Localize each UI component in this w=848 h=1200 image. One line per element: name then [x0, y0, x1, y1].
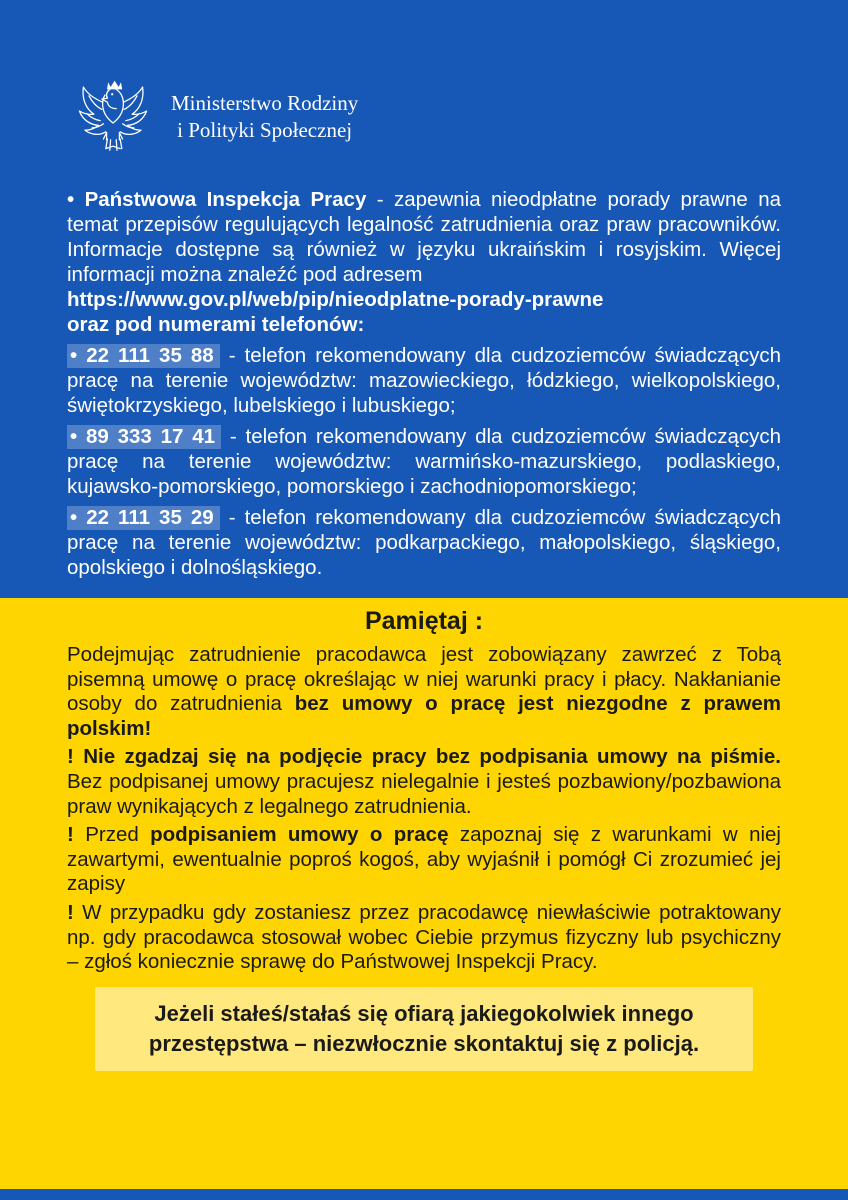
ministry-name	[171, 90, 358, 145]
remember-heading: Pamiętaj :	[364, 607, 484, 635]
exclamation-mark: !	[67, 823, 74, 847]
bottom-blue-strip	[0, 1189, 848, 1200]
info-paragraph-2	[67, 745, 781, 819]
pip-url-link[interactable]: https://www.gov.pl/web/pip/nieodplatne-porady-prawne	[67, 288, 604, 311]
pip-intro-paragraph	[67, 187, 781, 312]
blue-section	[0, 0, 848, 598]
phone-number-badge-1: • 22 111 35 88	[67, 344, 220, 368]
phone-desc-3: - telefon rekomendowany dla cudzoziemców świadczących pracę na terenie województw: podkarpackiego, małopolskiego, śląskiego, opolskiego i dolnośląskiego.	[67, 506, 781, 579]
bold-emphasis: podpisaniem umowy o pracę	[150, 823, 449, 847]
paragraph-text: Przed	[73, 823, 151, 847]
yellow-section	[0, 598, 848, 1189]
paragraph-text: zapoznaj się z warunkami w niej zawartymi, ewentualnie poproś kogoś, aby wyjaśnił i pomógł Ci zrozumieć jej zapisy	[67, 823, 781, 896]
phone-number-badge-3: • 22 111 35 29	[67, 506, 220, 530]
phone-number-badge-2: • 89 333 17 41	[67, 425, 221, 449]
phone-entry-1	[67, 343, 781, 418]
phone-desc-1: - telefon rekomendowany dla cudzoziemców świadczących pracę na terenie województw: mazowieckiego, łódzkiego, wielkopolskiego, świętokrzyskiego, lubelskiego i lubuskiego;	[67, 344, 781, 417]
info-paragraph-4	[67, 901, 781, 975]
paragraph-text: W przypadku gdy zostaniesz przez pracodawcę niewłaściwie potraktowany np. gdy pracodawca stosował wobec Ciebie przymus fizyczny lub psychiczny – zgłoś koniecznie sprawę do Państwowej Inspekcji Pracy.	[67, 900, 781, 974]
phone-entry-2	[67, 424, 781, 499]
ministry-name-line1: Ministerstwo Rodziny	[171, 90, 359, 115]
ministry-logo	[67, 75, 781, 159]
police-notice-box	[95, 987, 753, 1071]
info-paragraph-3	[67, 823, 781, 897]
bold-emphasis: ! Nie zgadzaj się na podjęcie pracy bez podpisania umowy na piśmie.	[67, 745, 781, 769]
paragraph-text: Podejmując zatrudnienie pracodawca jest zobowiązany zawrzeć z Tobą pisemną umowę o pracę określając w niej warunki pracy i płacy. Nakłanianie osoby do zatrudnienia	[67, 643, 781, 716]
phone-desc-2: - telefon rekomendowany dla cudzoziemców świadczących pracę na terenie województw: warmińsko-mazurskiego, podlaskiego, kujawsko-pomorskiego, pomorskiego i zachodniopomorskiego;	[67, 425, 781, 498]
phone-entry-3	[67, 505, 781, 580]
paragraph-text: Bez podpisanej umowy pracujesz nielegalnie i jesteś pozbawiony/pozbawiona praw wynikających z legalnego zatrudnienia.	[67, 769, 781, 818]
bold-emphasis: bez umowy o pracę jest niezgodne z prawem polskim!	[67, 692, 782, 740]
exclamation-mark: !	[67, 900, 74, 924]
police-notice-text: Jeżeli stałeś/stałaś się ofiarą jakiegokolwiek innego przestępstwa – niezwłocznie skontaktuj się z policją.	[148, 1000, 700, 1056]
pip-lead-bold: • Państwowa Inspekcja Pracy	[67, 188, 367, 211]
polish-eagle-icon	[73, 75, 153, 159]
phones-heading: oraz pod numerami telefonów:	[67, 313, 365, 336]
ministry-name-line2: i Polityki Społecznej	[177, 118, 353, 142]
pip-intro-text: - zapewnia nieodpłatne porady prawne na temat przepisów regulujących legalność zatrudnienia oraz praw pracowników. Informacje dostępne są również w języku ukraińskim i rosyjskim. Więcej informacji można znaleźć pod adresem	[67, 188, 781, 286]
info-paragraph-1	[67, 643, 781, 741]
